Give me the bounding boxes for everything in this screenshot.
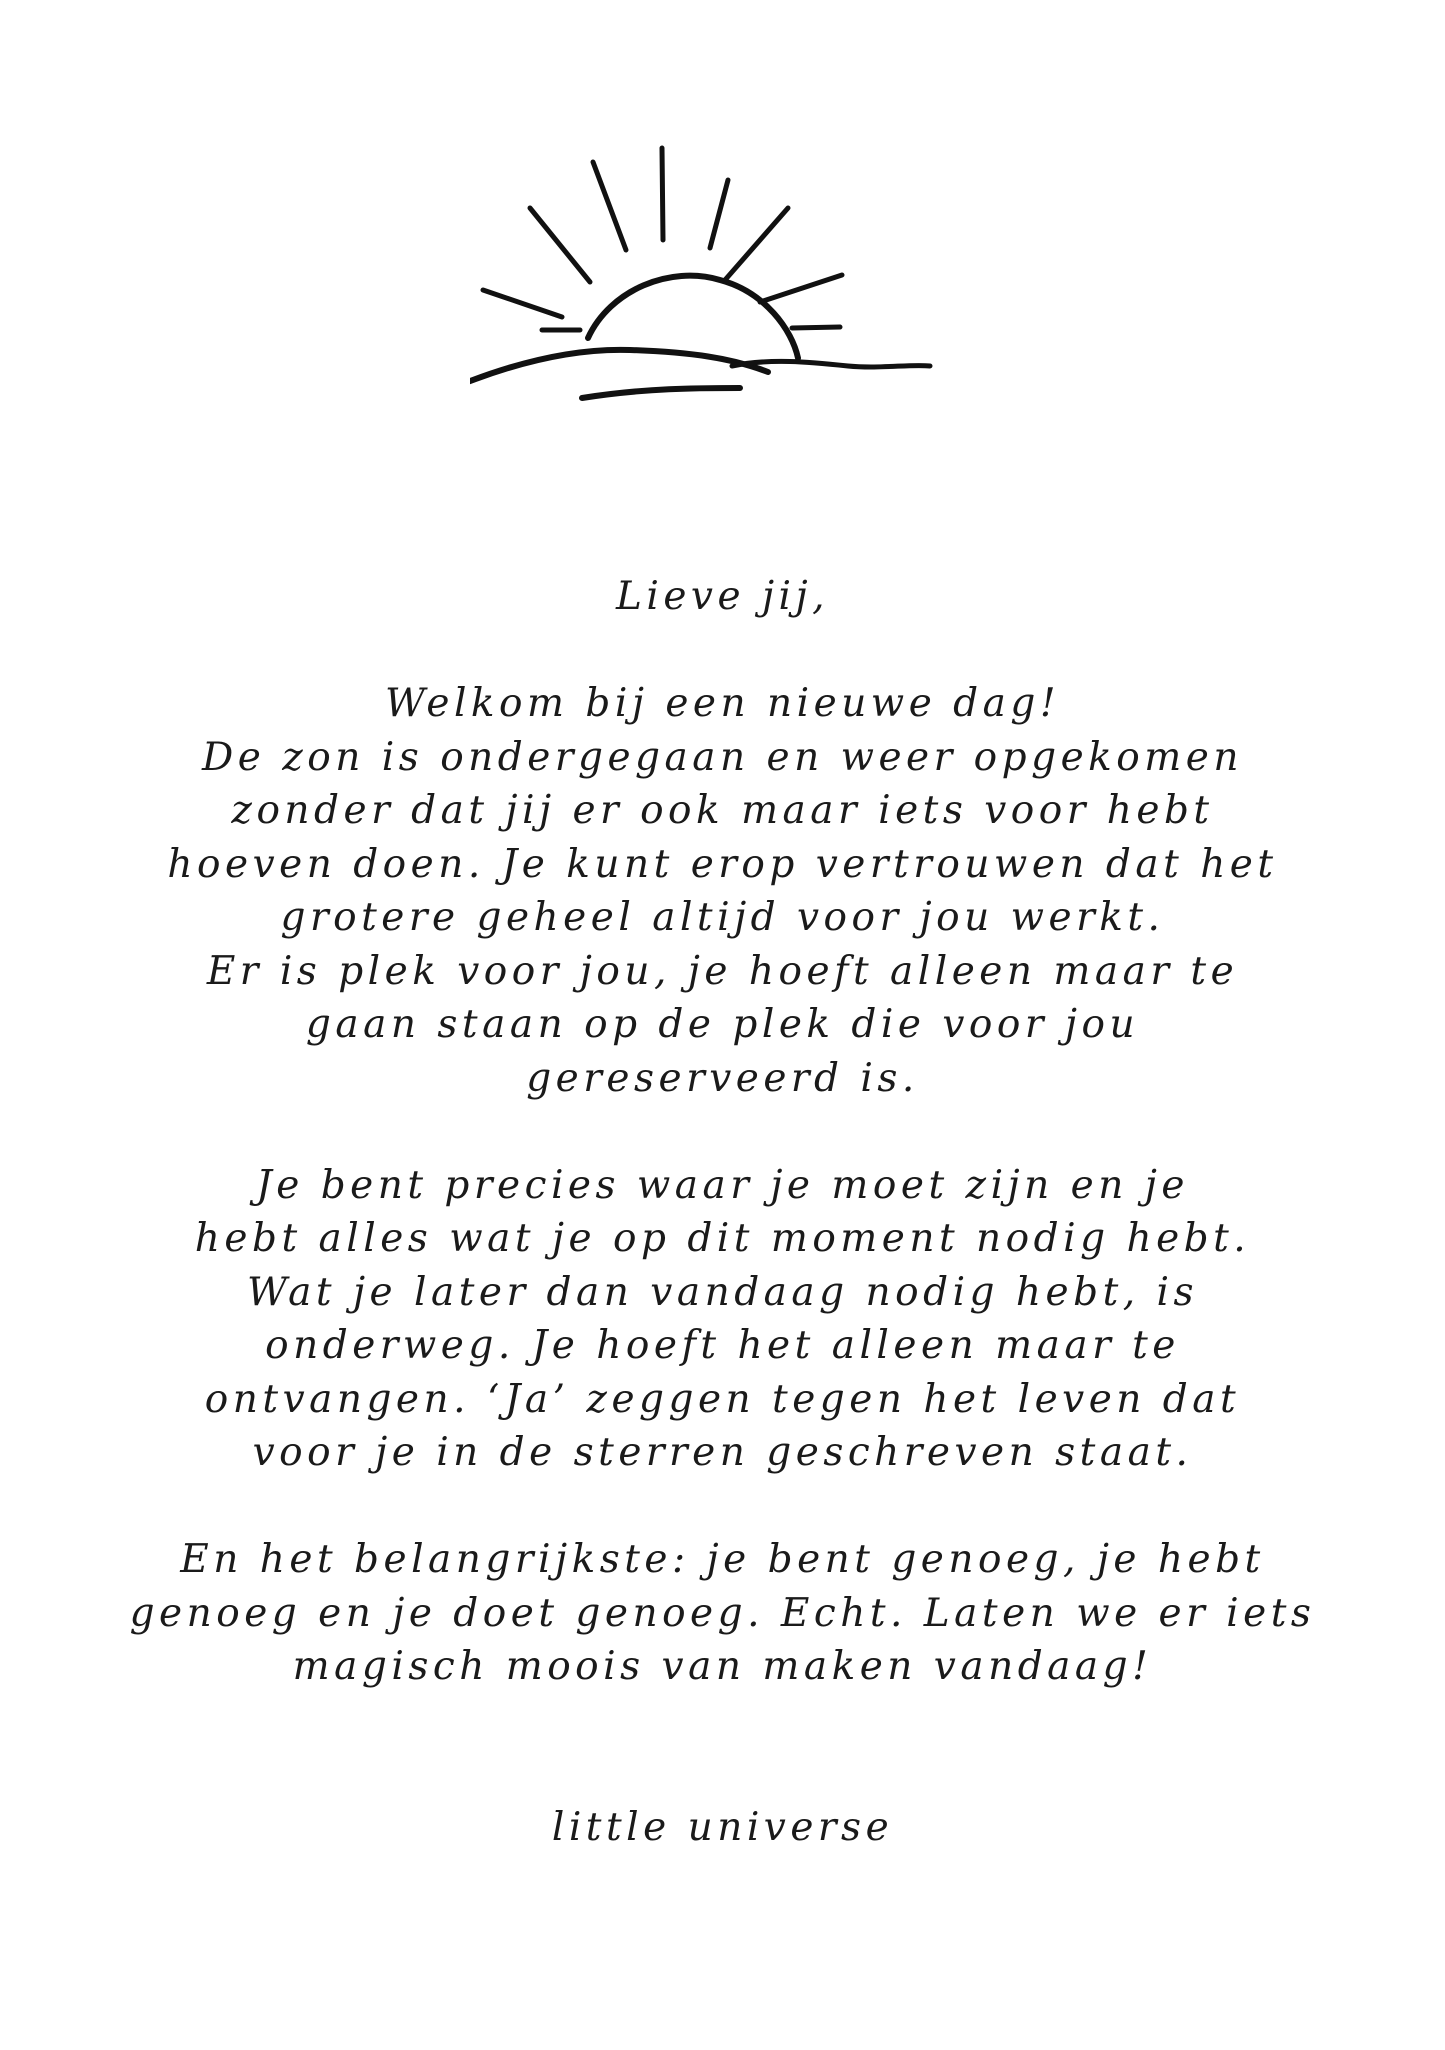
paragraph-3-line: genoeg en je doet genoeg. Echt. Laten we er iets — [129, 1590, 1316, 1636]
sun-arc — [588, 276, 798, 358]
paragraph-1-line: hoeven doen. Je kunt erop vertrouwen dat het — [167, 841, 1278, 887]
letter — [0, 570, 1445, 1854]
sun-ray — [725, 208, 788, 280]
paragraph-1-line: De zon is ondergegaan en weer opgekomen — [202, 734, 1243, 780]
signature: little universe — [551, 1804, 894, 1850]
paragraph-3-line: En het belangrijkste: je bent genoeg, je hebt — [180, 1537, 1265, 1582]
paragraph-1-line: gereserveerd is. — [526, 1055, 919, 1101]
paragraph-1-line: grotere geheel altijd voor jou werkt. — [280, 895, 1165, 940]
greeting: Lieve jij, — [615, 574, 830, 619]
paragraph-2-line: ontvangen. ‘Ja’ zeggen tegen het leven dat — [204, 1376, 1241, 1422]
sun-ray — [593, 162, 626, 250]
sun-ray — [710, 180, 728, 248]
sun-ray — [483, 290, 562, 317]
paragraph-1-line: gaan staan op de plek die voor jou — [305, 1002, 1140, 1047]
sun-ray — [530, 208, 590, 282]
sun-ray — [662, 148, 663, 240]
hill-line — [470, 350, 768, 385]
paragraph-1-line: Welkom bij een nieuwe dag! — [384, 681, 1061, 726]
paragraph-2-line: Je bent precies waar je moet zijn en je — [256, 1162, 1189, 1208]
paragraph-2-line: voor je in de sterren geschreven staat. — [252, 1430, 1193, 1475]
hill-line — [582, 388, 740, 398]
rising-sun-over-hills-icon — [470, 140, 950, 420]
paragraph-1-line: zonder dat jij er ook maar iets voor hebt — [231, 788, 1214, 833]
sun-ray — [760, 275, 842, 302]
paragraph-2-line: Wat je later dan vandaag nodig hebt, is — [246, 1269, 1199, 1315]
sun-ray — [792, 327, 840, 328]
paragraph-3-line: magisch moois van maken vandaag! — [292, 1644, 1153, 1689]
paragraph-1-line: Er is plek voor jou, je hoeft alleen maar te — [206, 948, 1239, 994]
paragraph-2-line: onderweg. Je hoeft het alleen maar te — [265, 1323, 1180, 1368]
paragraph-2-line: hebt alles wat je op dit moment nodig hebt. — [194, 1216, 1251, 1261]
hill-line — [732, 361, 930, 367]
